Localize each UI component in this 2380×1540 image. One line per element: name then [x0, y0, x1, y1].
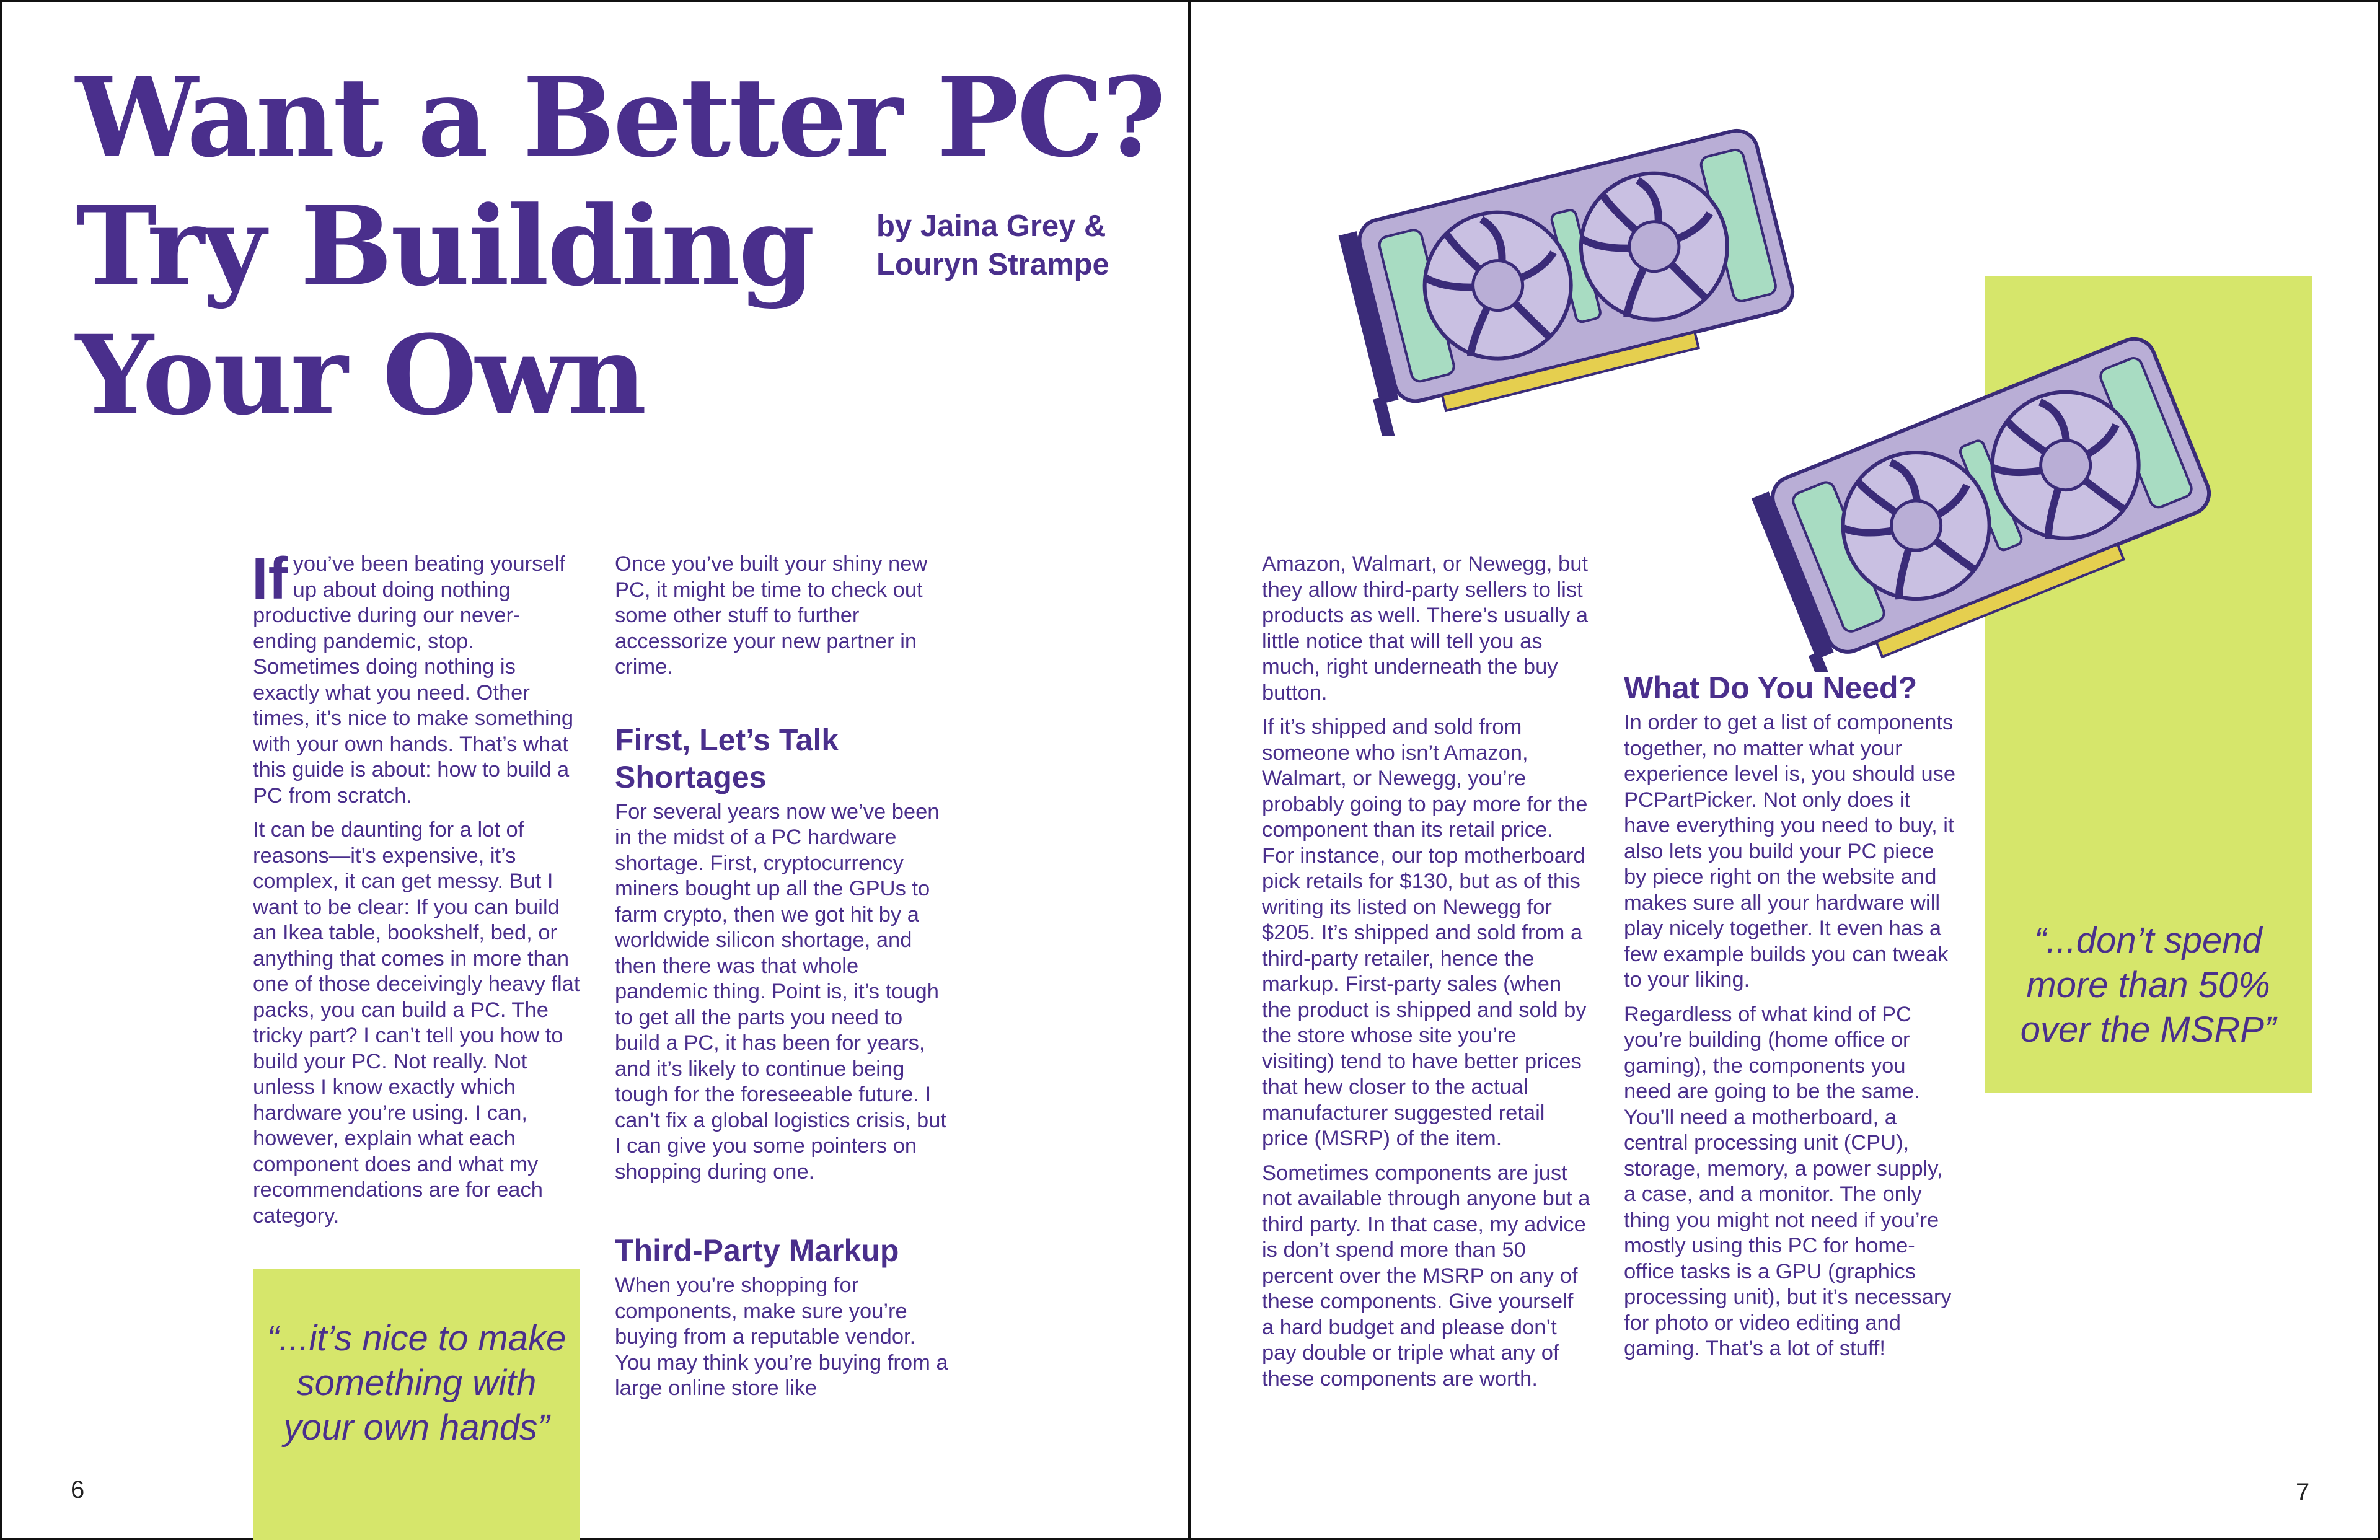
section-heading: First, Let’s Talk Shortages: [615, 722, 839, 794]
byline: [876, 207, 1174, 284]
graphics-card-illustration: [1744, 325, 2240, 672]
paragraph: Regardless of what kind of PC you’re building (home office or gaming), the components you need are going to be the same. You’ll need a motherboard, a central processing unit (CPU), storage, memory, a power supply, a case, and a monitor. The only thing you might not need if you’re mostly using this PC for home-office tasks is a GPU (graphics processing unit), but it’s necessary for photo or video editing and gaming. That’s a lot of stuff!: [1624, 1002, 1952, 1360]
paragraph: [252, 545, 580, 809]
paragraph: Once you’ve built your shiny new PC, it might be time to check out some other stuff to further accessorize your new partner in crime.: [615, 552, 928, 679]
pull-quote-line: over the MSRP”: [2020, 1010, 2276, 1050]
paragraph: It can be daunting for a lot of reasons—it’s expensive, it’s complex, it can get messy. But I want to be clear: If you can build an Ikea table, bookshelf, bed, or anything that comes in more than one of those deceivingly heavy flat packs, you can build a PC. The tricky part? I can’t tell you how to build your PC. Not really. Not unless I know exactly which hardware you’re using. I can, however, explain what each component does and what my recommendations are for each category.: [253, 818, 580, 1228]
title-line: Your Own: [76, 311, 645, 439]
page-gutter-divider: [1188, 0, 1191, 1540]
pull-quote-line: “...don’t spend: [2034, 920, 2262, 961]
drop-cap: If: [252, 545, 288, 612]
title-line: Try Building: [76, 182, 813, 310]
right-column-2: [1624, 669, 1959, 1371]
left-column-2: [615, 552, 948, 1410]
paragraph: Amazon, Walmart, or Newegg, but they allow third-party sellers to list products as well. There’s usually a little notice that will tell you as much, right underneath the buy button.: [1262, 552, 1589, 705]
byline-line: Louryn Strampe: [876, 248, 1109, 281]
section-heading: What Do You Need?: [1624, 671, 1918, 705]
byline-line: by Jaina Grey &: [876, 209, 1106, 243]
pull-quote-line: something with: [296, 1363, 537, 1403]
pull-quote-line: “...it’s nice to make: [267, 1318, 566, 1358]
paragraph: In order to get a list of components together, no matter what your experience level is, you should use PCPartPicker. Not only does it have everything you need to buy, it also lets you build your PC piece by piece right on the website and makes sure all your hardware will play nicely together. It even has a few example builds you can tweak to your liking.: [1624, 711, 1956, 992]
right-column-1: [1262, 552, 1590, 1401]
paragraph: If it’s shipped and sold from someone who isn’t Amazon, Walmart, or Newegg, you’re probably going to pay more for the component than its retail price. For instance, our top motherboard pick retails for $130, but as of this writing its listed on Newegg for $205. It’s shipped and sold from a third-party retailer, hence the markup. First-party sales (when the product is shipped and sold by the store whose site you’re visiting) tend to have better prices that hew closer to the actual manufacturer suggested retail price (MSRP) of the item.: [1262, 715, 1588, 1150]
paragraph: For several years now we’ve been in the midst of a PC hardware shortage. First, cryptocurrency miners bought up all the GPUs to farm crypto, then we got hit by a worldwide silicon shortage, and then there was that whole pandemic thing. Point is, it’s tough to get all the parts you need to build a PC, it has been for years, and it’s likely to continue being tough for the foreseeable future. I can’t fix a global logistics crisis, but I can give you some pointers on shopping during one.: [615, 799, 946, 1184]
paragraph: Sometimes components are just not available through anyone but a third party. In that case, my advice is don’t spend more than 50 percent over the MSRP on any of these components. Give yourself a hard budget and please don’t pay double or triple what any of these components are worth.: [1262, 1161, 1590, 1391]
page-number: 6: [71, 1476, 85, 1503]
page-number: 7: [2296, 1479, 2310, 1506]
paragraph-text: you’ve been beating yourself up about doing nothing productive during our never-ending pandemic, stop. Sometimes doing nothing is exactly what you need. Other times, it’s nice to make something with your own hands. That’s what this guide is about: how to build a PC from scratch.: [253, 552, 574, 807]
pull-quote-line: more than 50%: [2026, 965, 2270, 1005]
left-column-1: [252, 545, 580, 1238]
pull-quote-line: your own hands”: [283, 1407, 550, 1448]
title-line: Want a Better PC?: [76, 53, 1165, 182]
pull-quote: [253, 1316, 580, 1450]
pull-quote: [1985, 918, 2312, 1052]
section-heading: Third-Party Markup: [615, 1233, 899, 1268]
paragraph: When you’re shopping for components, make sure you’re buying from a reputable vendor. You may think you’re buying from a large online store like: [615, 1274, 948, 1400]
